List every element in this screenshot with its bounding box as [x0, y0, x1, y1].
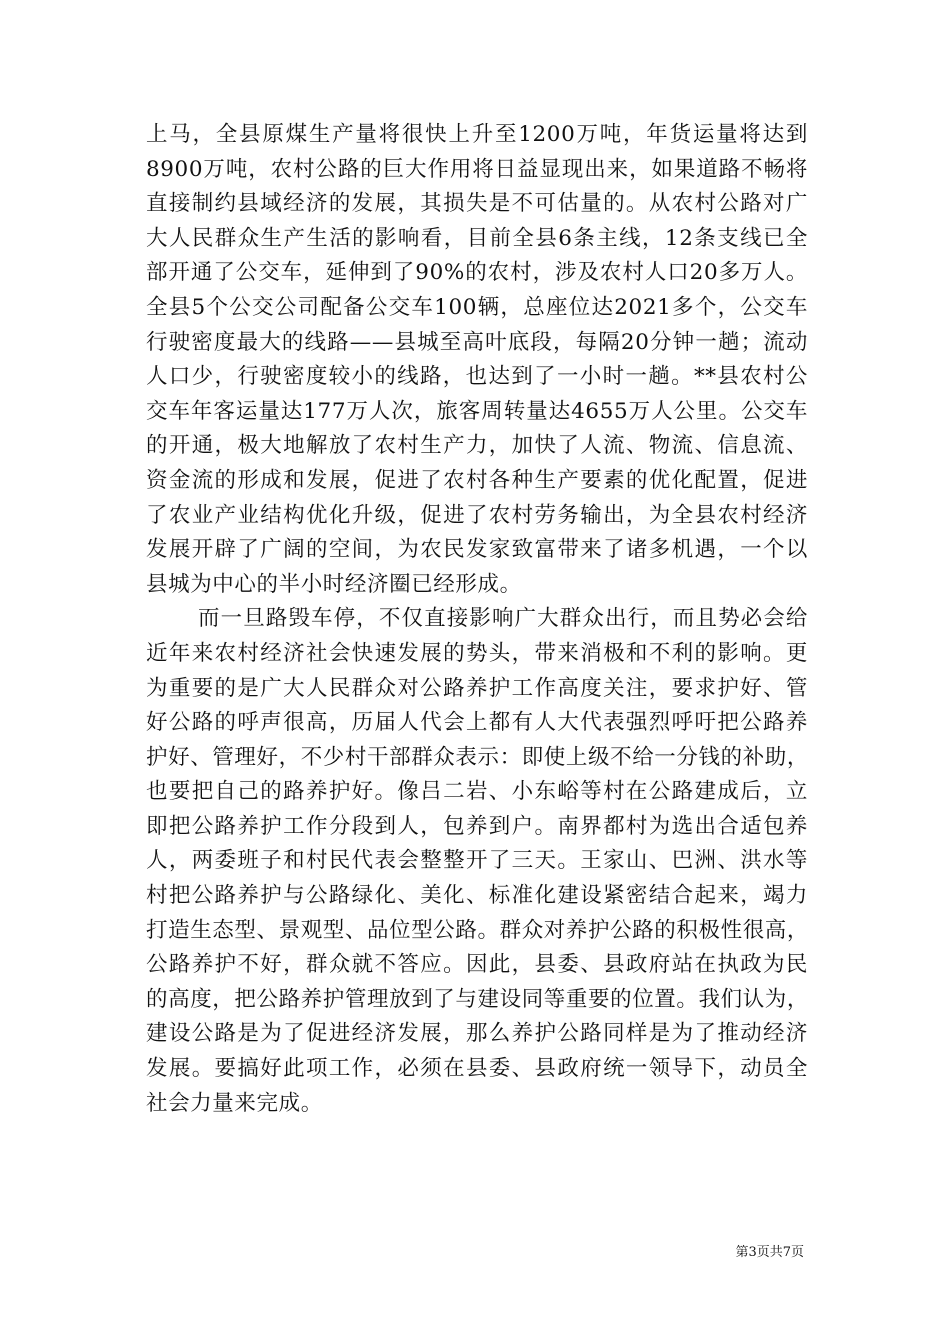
text-line: 行驶密度最大的线路——县城至高叶底段，每隔20分钟一趟；流动 [146, 329, 808, 355]
text-line: 的开通，极大地解放了农村生产力，加快了人流、物流、信息流、 [146, 433, 808, 459]
text-line: 全县5个公交公司配备公交车100辆，总座位达2021多个，公交车 [146, 294, 808, 320]
page-number-footer: 第3页共7页 [735, 1245, 804, 1260]
text-line: 了农业产业结构优化升级，促进了农村劳务输出，为全县农村经济 [146, 502, 808, 528]
text-line: 即把公路养护工作分段到人，包养到户。南界都村为选出合适包养 [146, 813, 808, 839]
text-line: 建设公路是为了促进经济发展，那么养护公路同样是为了推动经济 [146, 1021, 808, 1047]
text-line: 社会力量来完成。 [146, 1090, 323, 1116]
text-line: 也要把自己的路养护好。像吕二岩、小东峪等村在公路建成后，立 [146, 779, 808, 805]
text-line: 8900万吨，农村公路的巨大作用将日益显现出来，如果道路不畅将 [146, 156, 808, 182]
text-line: 近年来农村经济社会快速发展的势头，带来消极和不利的影响。更 [146, 640, 808, 666]
text-line: 部开通了公交车，延伸到了90%的农村，涉及农村人口20多万人。 [146, 260, 808, 286]
text-line: 直接制约县域经济的发展，其损失是不可估量的。从农村公路对广 [146, 191, 808, 217]
text-line: 发展。要搞好此项工作，必须在县委、县政府统一领导下，动员全 [146, 1056, 808, 1082]
text-line: 发展开辟了广阔的空间，为农民发家致富带来了诸多机遇，一个以 [146, 537, 808, 563]
text-line: 交车年客运量达177万人次，旅客周转量达4655万人公里。公交车 [146, 398, 808, 424]
text-line: 好公路的呼声很高，历届人代会上都有人大代表强烈呼吁把公路养 [146, 710, 808, 736]
text-line: 公路养护不好，群众就不答应。因此，县委、县政府站在执政为民 [146, 952, 808, 978]
text-line: 资金流的形成和发展，促进了农村各种生产要素的优化配置，促进 [146, 467, 808, 493]
text-line: 上马，全县原煤生产量将很快上升至1200万吨，年货运量将达到 [146, 122, 808, 147]
text-line: 护好、管理好，不少村干部群众表示：即使上级不给一分钱的补助， [146, 744, 810, 770]
text-line: 村把公路养护与公路绿化、美化、标准化建设紧密结合起来，竭力 [146, 883, 808, 909]
text-line: 打造生态型、景观型、品位型公路。群众对养护公路的积极性很高， [146, 917, 810, 943]
text-line: 人口少，行驶密度较小的线路，也达到了一小时一趟。**县农村公 [146, 364, 808, 390]
paragraph-1 [146, 118, 808, 602]
text-line: 县城为中心的半小时经济圈已经形成。 [146, 571, 522, 597]
text-line: 人，两委班子和村民代表会整整开了三天。王家山、巴洲、洪水等 [146, 848, 808, 874]
paragraph-2 [146, 602, 808, 1121]
document-body [146, 118, 808, 1121]
text-line: 为重要的是广大人民群众对公路养护工作高度关注，要求护好、管 [146, 675, 808, 701]
text-line: 大人民群众生产生活的影响看，目前全县6条主线，12条支线已全 [146, 225, 808, 251]
text-line: 而一旦路毁车停，不仅直接影响广大群众出行，而且势必会给 [198, 606, 808, 632]
text-line: 的高度，把公路养护管理放到了与建设同等重要的位置。我们认为， [146, 986, 810, 1012]
